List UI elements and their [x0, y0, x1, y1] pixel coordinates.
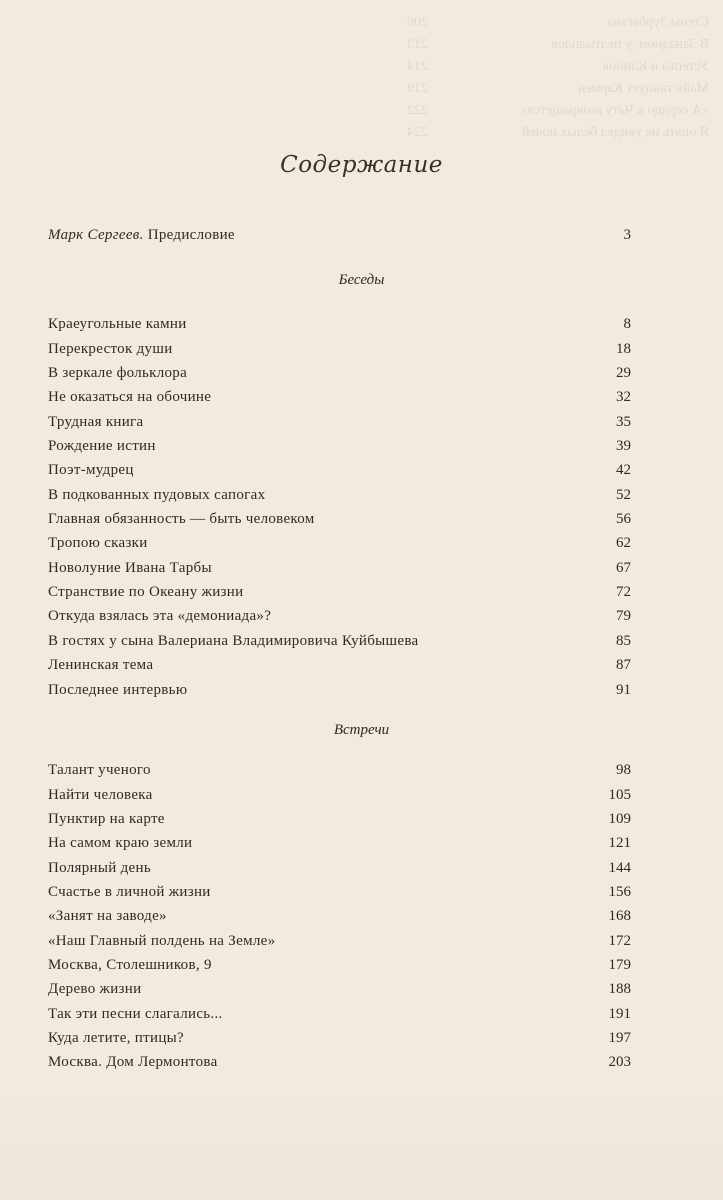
toc-row: [48, 504, 631, 528]
toc-row: [48, 455, 631, 479]
leader-dots: [173, 910, 603, 922]
leader-dots: [193, 318, 603, 330]
toc-label: Куда летите, птицы?: [48, 1030, 184, 1047]
leader-dots: [217, 886, 603, 898]
toc-label: Не оказаться на обочине: [48, 389, 212, 406]
toc-label: Странствие по Океану жизни: [48, 584, 244, 601]
toc-page: 168: [608, 908, 631, 925]
leader-dots: [159, 659, 603, 671]
toc-page: 156: [608, 884, 631, 901]
leader-dots: [321, 513, 603, 525]
leader-dots: [162, 440, 603, 452]
toc-label: Ленинская тема: [48, 657, 154, 674]
toc-page: 87: [616, 657, 631, 674]
leader-dots: [224, 1056, 603, 1068]
toc-label: В зеркале фольклора: [48, 365, 188, 382]
toc-page: 52: [616, 486, 631, 503]
toc-page: 18: [616, 340, 631, 357]
bleed-line: Устепка и Клинов 214: [407, 59, 709, 74]
toc-page: 203: [608, 1054, 631, 1071]
toc-page: 172: [608, 932, 631, 949]
toc-page: 56: [616, 511, 631, 528]
toc-page: 67: [616, 559, 631, 576]
bleed-line: Стены Зурбагана 206: [407, 15, 709, 30]
leader-dots: [140, 464, 603, 476]
toc-row: [48, 998, 631, 1022]
toc-page: 197: [608, 1030, 631, 1047]
section-heading-vstrechi: Встречи: [333, 722, 390, 738]
toc-row: [48, 528, 631, 552]
toc-row: [48, 877, 631, 901]
toc-row: [48, 755, 631, 779]
toc-label: Найти человека: [48, 786, 153, 803]
toc-page: 39: [616, 438, 631, 455]
leader-dots: [218, 959, 603, 971]
toc-label: Трудная книга: [48, 413, 144, 430]
bleed-line: В Занадном, у пелтыанлов 213: [407, 37, 709, 52]
toc-label: Так эти песни слагались...: [48, 1005, 223, 1022]
toc-row: [48, 309, 631, 333]
toc-row: [48, 406, 631, 430]
leader-dots: [149, 416, 603, 428]
leader-dots: [218, 562, 603, 574]
toc-label: На самом краю земли: [48, 835, 193, 852]
leader-dots: [281, 935, 602, 947]
toc-label: Рождение истин: [48, 438, 156, 455]
preface-entry: [48, 220, 631, 244]
contents-title: Содержание: [280, 152, 443, 178]
toc-page: 29: [616, 365, 631, 382]
toc-row: [48, 479, 631, 503]
toc-page: 32: [616, 389, 631, 406]
toc-page: 188: [608, 981, 631, 998]
toc-page: 72: [616, 584, 631, 601]
toc-page: 8: [623, 316, 631, 333]
preface-label: Предисловие: [147, 227, 235, 244]
toc-label: Новолуние Ивана Тарбы: [48, 559, 212, 576]
toc-label: «Занят на заводе»: [48, 908, 167, 925]
toc-page: 144: [608, 859, 631, 876]
leader-dots: [241, 229, 603, 241]
toc-row: [48, 220, 631, 244]
toc-row: [48, 382, 631, 406]
toc-page: 105: [608, 786, 631, 803]
toc-row: [48, 625, 631, 649]
toc-page: 42: [616, 462, 631, 479]
toc-label: Краеугольные камни: [48, 316, 187, 333]
toc-row: [48, 974, 631, 998]
toc-page: 98: [616, 762, 631, 779]
toc-page: 179: [608, 957, 631, 974]
leader-dots: [198, 837, 602, 849]
toc-label: Талант ученого: [48, 762, 151, 779]
toc-page: 62: [616, 535, 631, 552]
toc-label: В подкованных пудовых сапогах: [48, 486, 266, 503]
toc-row: [48, 601, 631, 625]
section-list-besedy: [48, 309, 631, 699]
leader-dots: [277, 610, 603, 622]
toc-label: Поэт-мудрец: [48, 462, 134, 479]
toc-label: Тропою сказки: [48, 535, 148, 552]
toc-row: [48, 333, 631, 357]
leader-dots: [193, 684, 603, 696]
leader-dots: [190, 1032, 603, 1044]
toc-row: [48, 431, 631, 455]
toc-row: [48, 1047, 631, 1071]
leader-dots: [217, 391, 603, 403]
toc-row: [48, 804, 631, 828]
toc-label: Полярный день: [48, 859, 151, 876]
leader-dots: [171, 813, 603, 825]
leader-dots: [229, 1008, 603, 1020]
toc-label: В гостях у сына Валериана Владимировича Куйбышева: [48, 632, 419, 649]
leader-dots: [193, 367, 603, 379]
toc-page: 121: [608, 835, 631, 852]
toc-row: [48, 1023, 631, 1047]
toc-page: 3: [623, 227, 631, 244]
bleed-line: Я опять не увидел белых ночей 224: [407, 125, 709, 140]
toc-page: 85: [616, 632, 631, 649]
toc-page: 91: [616, 681, 631, 698]
toc-row: [48, 552, 631, 576]
bleed-line: «А сердцо к Чату возвращется» 222: [407, 103, 709, 118]
toc-row: [48, 674, 631, 698]
toc-label: Пунктир на карте: [48, 811, 165, 828]
toc-label: Москва, Столешников, 9: [48, 957, 212, 974]
toc-label: «Наш Главный полдень на Земле»: [48, 932, 276, 949]
toc-page: 35: [616, 413, 631, 430]
toc-label: Счастье в личной жизни: [48, 884, 211, 901]
leader-dots: [249, 586, 603, 598]
page-shadow: [0, 1080, 723, 1200]
section-list-vstrechi: [48, 755, 631, 1071]
toc-label: Перекресток души: [48, 340, 173, 357]
toc-row: [48, 852, 631, 876]
leader-dots: [157, 862, 603, 874]
section-heading-besedy: Беседы: [338, 272, 385, 288]
toc-page: 79: [616, 608, 631, 625]
leader-dots: [179, 343, 603, 355]
toc-row: [48, 779, 631, 803]
toc-row: [48, 650, 631, 674]
toc-row: [48, 577, 631, 601]
preface-author: Марк Сергеев.: [48, 227, 144, 244]
toc-label: Дерево жизни: [48, 981, 142, 998]
toc-row: [48, 828, 631, 852]
bleed-line: Майя танцует Кармен 219: [407, 81, 709, 96]
toc-row: [48, 901, 631, 925]
toc-page: 191: [608, 1005, 631, 1022]
leader-dots: [154, 537, 603, 549]
leader-dots: [157, 764, 603, 776]
toc-label: Откуда взялась эта «демониада»?: [48, 608, 272, 625]
toc-row: [48, 925, 631, 949]
toc-label: Последнее интервью: [48, 681, 188, 698]
leader-dots: [425, 635, 603, 647]
leader-dots: [271, 489, 603, 501]
toc-label: Главная обязанность — быть человеком: [48, 511, 315, 528]
toc-page: 109: [608, 811, 631, 828]
leader-dots: [159, 789, 603, 801]
toc-label: Москва. Дом Лермонтова: [48, 1054, 218, 1071]
toc-label: [48, 227, 235, 244]
toc-row: [48, 950, 631, 974]
leader-dots: [147, 983, 602, 995]
toc-row: [48, 358, 631, 382]
